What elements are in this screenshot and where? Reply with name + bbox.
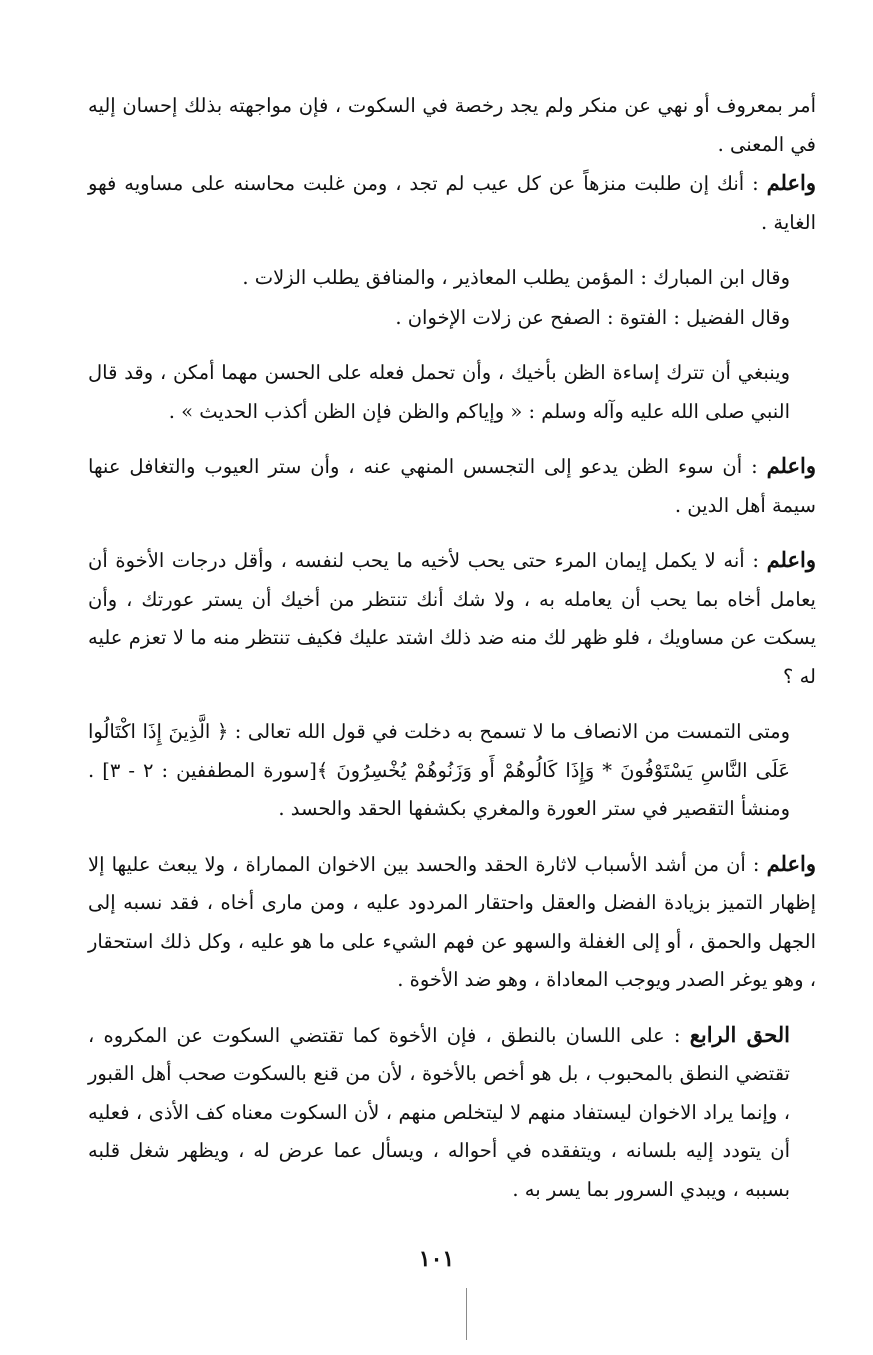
- paragraph-9-text: : أن من أشد الأسباب لاثارة الحقد والحسد بين الاخوان المماراة ، ولا يبعث عليها إلا إظهار التميز بزيادة الفضل والعقل واحتقار المردود عليه ، ومن مارى أخاه ، فقد نسبه إلى الجهل والحمق ، أو إلى الغفلة والسهو عن فهم الشيء على ما هو عليه ، وكل ذلك استحقار ، وهو يوغر الصدر ويوجب المعاداة ، وهو ضد الأخوة .: [88, 852, 816, 991]
- paragraph-1-text: أمر بمعروف أو نهي عن منكر ولم يجد رخصة في السكوت ، فإن مواجهته بذلك إحسان إليه في المعنى .: [88, 94, 816, 156]
- paragraph-10: [88, 1016, 816, 1210]
- paragraph-4: [88, 298, 816, 338]
- paragraph-10-text: : على اللسان بالنطق ، فإن الأخوة كما تقتضي السكوت عن المكروه ، تقتضي النطق بالمحبوب ، بل هو أخص بالأخوة ، لأن من قنع بالسكوت صحب أهل القبور ، وإنما يراد الاخوان ليستفاد منهم لا ليتخلص منهم ، لأن السكوت معناه كف الأذى ، فعليه أن يتودد إليه بلسانه ، ويتفقده في أحواله ، ويسأل عما عرض له ، ويظهر شغل قلبه بسببه ، ويبدي السرور بما يسر به .: [88, 1023, 790, 1201]
- paragraph-10-lead: الحق الرابع: [689, 1021, 790, 1047]
- page-body: [88, 86, 816, 1209]
- page-number: ١٠١: [418, 1246, 455, 1272]
- paragraph-6: [88, 447, 816, 525]
- paragraph-9-lead: واعلم: [766, 850, 816, 876]
- paragraph-7: [88, 541, 816, 696]
- paragraph-8: [88, 712, 816, 829]
- paragraph-6-lead: واعلم: [766, 453, 816, 478]
- paragraph-2-text: : أنك إن طلبت منزهاً عن كل عيب لم تجد ، ومن غلبت محاسنه على مساويه فهو الغاية .: [88, 172, 816, 234]
- paragraph-6-text: : أن سوء الظن يدعو إلى التجسس المنهي عنه ، وأن ستر العيوب والتغافل عنها سيمة أهل الدين .: [88, 455, 816, 517]
- paragraph-7-text: : أنه لا يكمل إيمان المرء حتى يحب لأخيه ما يحب لنفسه ، وأقل درجات الأخوة أن يعامل أخاه بما يحب أن يعامله به ، ولا شك أنك تنتظر من أخيك أن يستر عورتك ، وأن يسكت عن مساويك ، فلو ظهر لك منه ضد ذلك اشتد عليك فكيف تنتظر منه ما لا تعزم عليه له ؟: [88, 549, 816, 688]
- paragraph-2-lead: واعلم: [766, 170, 816, 195]
- paragraph-5: [88, 353, 816, 431]
- scan-artifact-line: [466, 1288, 467, 1340]
- paragraph-3: [88, 258, 816, 298]
- paragraph-2: [88, 164, 816, 242]
- paragraph-5-text: وينبغي أن تترك إساءة الظن بأخيك ، وأن تحمل فعله على الحسن مهما أمكن ، وقد قال النبي صلى الله عليه وآله وسلم : « وإياكم والظن فإن الظن أكذب الحديث » .: [88, 361, 790, 423]
- paragraph-4-text: وقال الفضيل : الفتوة : الصفح عن زلات الإخوان .: [395, 305, 790, 329]
- paragraph-8-text: ومتى التمست من الانصاف ما لا تسمح به دخلت في قول الله تعالى : ﴿ الَّذِينَ إِذَا اكْتَالُوا عَلَى النَّاسِ يَسْتَوْفُونَ * وَإِذَا كَالُوهُمْ أَو وَزَنُوهُمْ يُخْسِرُونَ ﴾[سورة المطففين : ٢ - ٣] . ومنشأ التقصير في ستر العورة والمغري بكشفها الحقد والحسد .: [88, 720, 790, 820]
- paragraph-9: [88, 845, 816, 1000]
- paragraph-7-lead: واعلم: [766, 547, 816, 572]
- paragraph-1: [88, 86, 816, 164]
- paragraph-3-text: وقال ابن المبارك : المؤمن يطلب المعاذير ، والمنافق يطلب الزلات .: [242, 266, 790, 289]
